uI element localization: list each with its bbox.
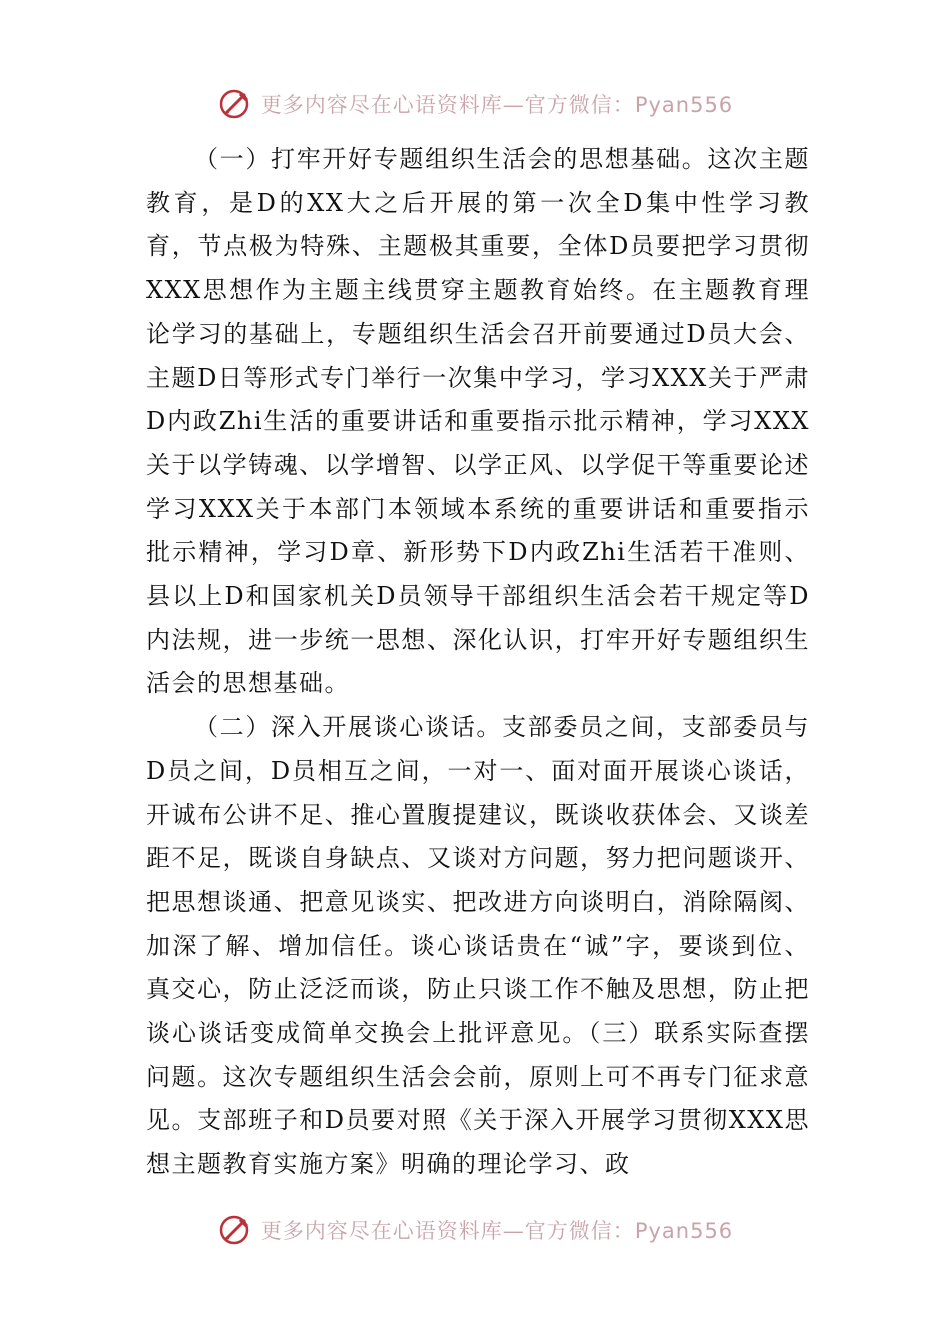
watermark-header [0, 84, 950, 124]
pen-logo-icon [217, 86, 253, 122]
watermark-footer-text: 更多内容尽在心语资料库—官方微信：Pyan556 [260, 1219, 734, 1243]
watermark-footer [0, 1210, 950, 1250]
paragraph-1: （一）打牢开好专题组织生活会的思想基础。这次主题教育，是D的XX大之后开展的第一次全D集中性学习教育，节点极为特殊、主题极其重要，全体D员要把学习贯彻XXX思想作为主题主线贯穿主题教育始终。在主题教育理论学习的基础上，专题组织生活会召开前要通过D员大会、主题D日等形式专门举行一次集中学习，学习XXX关于严肃D内政Zhi生活的重要讲话和重要指示批示精神，学习XXX关于以学铸魂、以学增智、以学正风、以学促干等重要论述学习XXX关于本部门本领域本系统的重要讲话和重要指示批示精神，学习D章、新形势下D内政Zhi生活若干准则、县以上D和国家机关D员领导干部组织生活会若干规定等D内法规，进一步统一思想、深化认识，打牢开好专题组织生活会的思想基础。 [146, 145, 810, 698]
document-body [146, 138, 810, 1187]
watermark-header-text: 更多内容尽在心语资料库—官方微信：Pyan556 [260, 93, 734, 117]
pen-logo-icon [217, 1212, 253, 1248]
paragraph-2: （二）深入开展谈心谈话。支部委员之间，支部委员与D员之间，D员相互之间，一对一、面对面开展谈心谈话，开诚布公讲不足、推心置腹提建议，既谈收获体会、又谈差距不足，既谈自身缺点、又谈对方问题，努力把问题谈开、把思想谈通、把意见谈实、把改进方向谈明白，消除隔阂、加深了解、增加信任。谈心谈话贵在“诚”字，要谈到位、真交心，防止泛泛而谈，防止只谈工作不触及思想，防止把谈心谈话变成简单交换会上批评意见。（三）联系实际查摆问题。这次专题组织生活会会前，原则上可不再专门征求意见。支部班子和D员要对照《关于深入开展学习贯彻XXX思想主题教育实施方案》明确的理论学习、政 [146, 713, 810, 1179]
